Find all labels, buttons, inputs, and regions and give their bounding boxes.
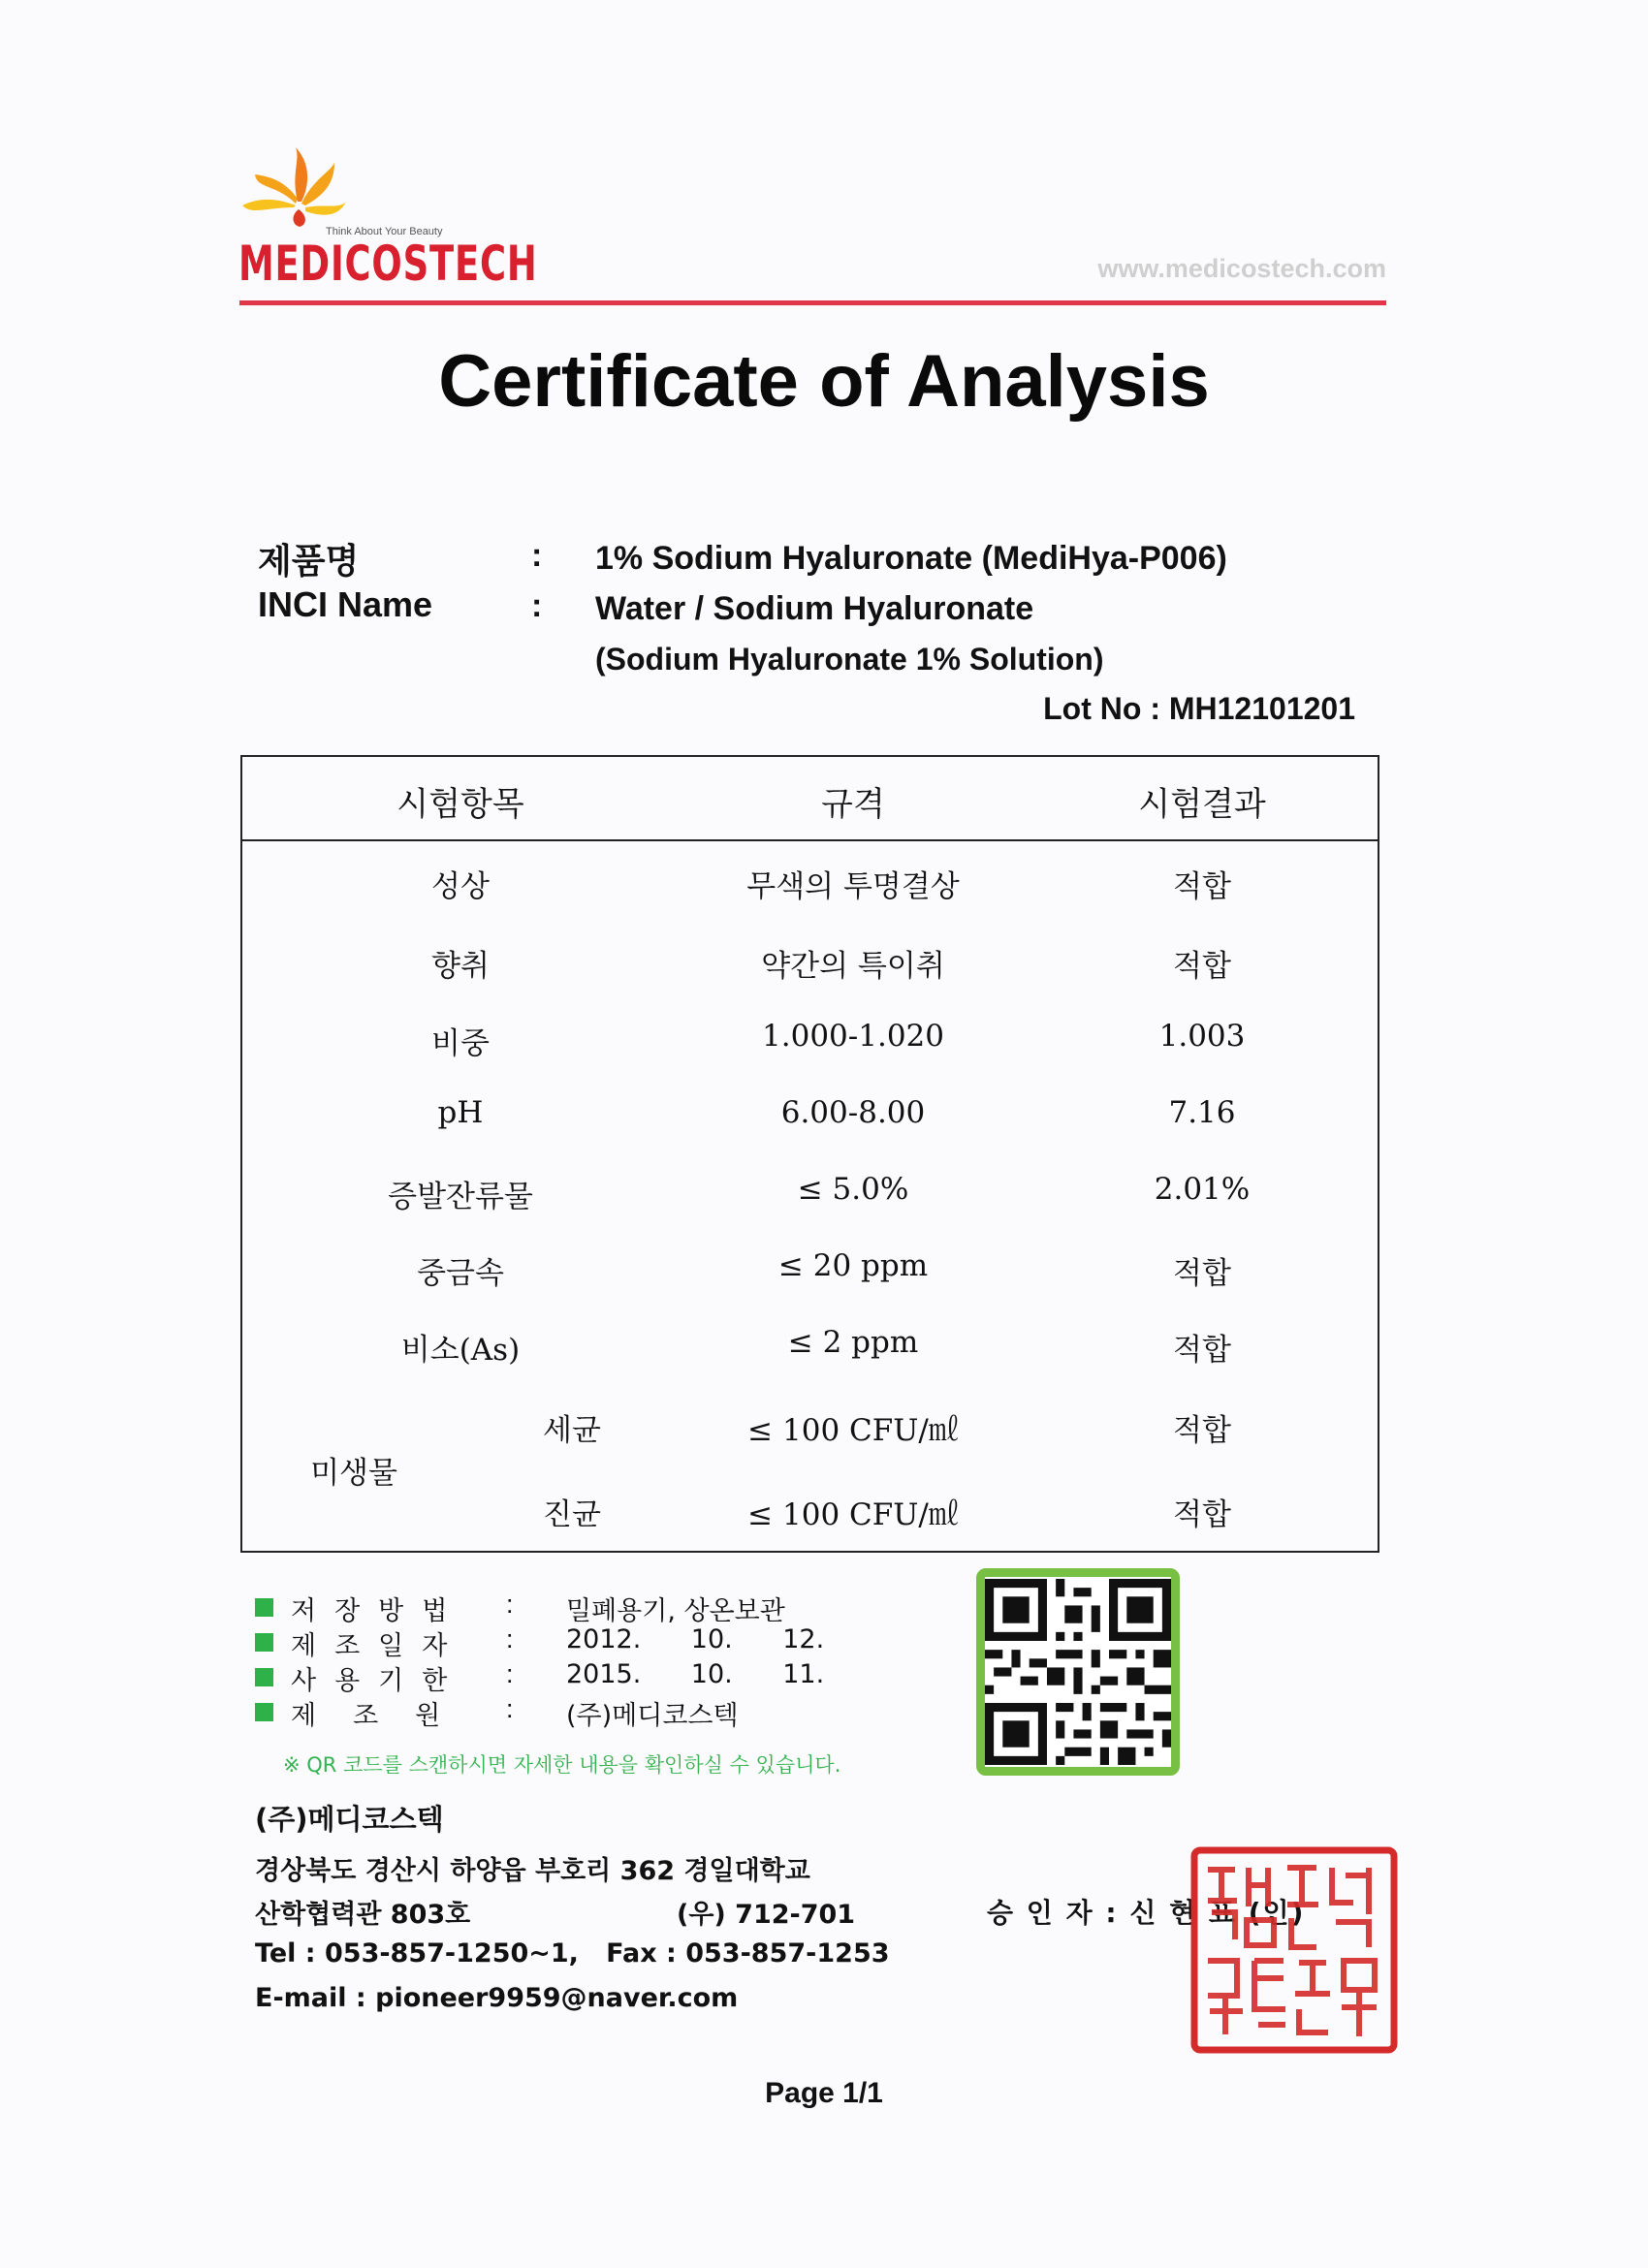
company-postal-code: (우) 712-701 xyxy=(677,1900,856,1930)
row-spec: ≤ 20 ppm xyxy=(777,1248,929,1283)
row-spec: ≤ 2 ppm xyxy=(787,1325,919,1360)
storage-value: 밀폐용기, 상온보관 xyxy=(566,1596,785,1626)
row-item: 성상 xyxy=(431,869,490,904)
company-phone-fax: Tel : 053-857-1250~1, Fax : 053-857-1253 xyxy=(255,1938,890,1969)
company-name: (주)메디코스텍 xyxy=(255,1803,444,1836)
company-seal-stamp xyxy=(1190,1846,1398,2054)
expiry-date-label: 사용기한 xyxy=(291,1666,466,1696)
product-name-label: 제품명 xyxy=(258,541,360,581)
row-item: 증발잔류물 xyxy=(388,1180,533,1214)
website-url[interactable]: www.medicostech.com xyxy=(1097,254,1386,283)
row-result: 적합 xyxy=(1173,1333,1231,1368)
header-divider xyxy=(239,300,1386,305)
row-result: 적합 xyxy=(1173,949,1231,984)
microbe-group-label: 미생물 xyxy=(310,1456,397,1491)
company-email[interactable]: E-mail : pioneer9959@naver.com xyxy=(255,1983,739,2013)
colon: : xyxy=(506,1624,514,1654)
manufacturer-value: (주)메디코스텍 xyxy=(566,1701,739,1731)
lotus-flower-icon xyxy=(242,147,346,227)
row-spec: 약간의 특이취 xyxy=(761,949,945,984)
document-title: Certificate of Analysis xyxy=(438,340,1210,423)
row-spec: ≤ 5.0% xyxy=(797,1172,909,1207)
row-item: 중금속 xyxy=(417,1256,504,1291)
manufacture-date-value: 2012. 10. 12. xyxy=(566,1624,825,1654)
row-item: 향취 xyxy=(431,949,490,984)
inci-name-subtitle: (Sodium Hyaluronate 1% Solution) xyxy=(595,642,1104,677)
approver-signature-line: 승 인 자 : 신 현 표 (인) xyxy=(987,1897,1306,1929)
manufacture-date-label: 제조일자 xyxy=(291,1631,466,1661)
row-spec: 6.00-8.00 xyxy=(780,1095,926,1130)
column-header-result: 시험결과 xyxy=(1138,785,1266,824)
row-item: 비중 xyxy=(431,1026,490,1061)
colon: : xyxy=(506,1659,514,1688)
row-item: 진균 xyxy=(543,1497,601,1532)
expiry-date-value: 2015. 10. 11. xyxy=(566,1659,825,1689)
colon: : xyxy=(531,587,543,624)
row-item: pH xyxy=(437,1095,484,1130)
row-result: 적합 xyxy=(1173,1256,1231,1291)
row-item: 세균 xyxy=(543,1413,601,1448)
column-header-test-item: 시험항목 xyxy=(396,785,524,824)
bullet-square-icon xyxy=(255,1598,273,1617)
row-result: 적합 xyxy=(1173,1413,1231,1448)
row-result: 1.003 xyxy=(1158,1019,1246,1054)
row-result: 적합 xyxy=(1173,869,1231,904)
product-name-value: 1% Sodium Hyaluronate (MediHya-P006) xyxy=(595,540,1227,577)
lot-number: Lot No : MH12101201 xyxy=(1043,691,1355,726)
colon: : xyxy=(506,1694,514,1723)
storage-label: 저장방법 xyxy=(291,1596,466,1626)
qr-note: ※ QR 코드를 스캔하시면 자세한 내용을 확인하실 수 있습니다. xyxy=(283,1753,841,1777)
row-item: 비소(As) xyxy=(400,1333,521,1368)
row-spec: 무색의 투명결상 xyxy=(746,869,960,904)
company-address-line2: 산학협력관 803호 xyxy=(255,1900,471,1930)
qr-code[interactable] xyxy=(976,1568,1180,1776)
logo-tagline: Think About Your Beauty xyxy=(326,226,443,237)
qr-code-icon xyxy=(985,1577,1171,1767)
row-spec: ≤ 100 CFU/㎖ xyxy=(747,1413,959,1448)
bullet-square-icon xyxy=(255,1668,273,1686)
row-result: 7.16 xyxy=(1168,1095,1236,1130)
row-spec: 1.000-1.020 xyxy=(762,1019,944,1054)
logo-wordmark: MEDICOSTECH xyxy=(238,236,538,292)
manufacturer-label: 제조원 xyxy=(291,1701,478,1731)
column-header-specification: 규격 xyxy=(821,785,885,824)
bullet-square-icon xyxy=(255,1633,273,1652)
table-header-divider xyxy=(240,839,1379,841)
inci-name-label: INCI Name xyxy=(258,584,433,624)
colon: : xyxy=(506,1590,514,1619)
colon: : xyxy=(531,537,543,574)
row-result: 2.01% xyxy=(1154,1172,1251,1207)
company-address-line1: 경상북도 경산시 하양읍 부호리 362 경일대학교 xyxy=(255,1856,810,1886)
page-number: Page 1/1 xyxy=(765,2077,883,2109)
inci-name-value: Water / Sodium Hyaluronate xyxy=(595,590,1034,627)
row-spec: ≤ 100 CFU/㎖ xyxy=(747,1497,959,1532)
row-result: 적합 xyxy=(1173,1497,1231,1532)
bullet-square-icon xyxy=(255,1703,273,1721)
